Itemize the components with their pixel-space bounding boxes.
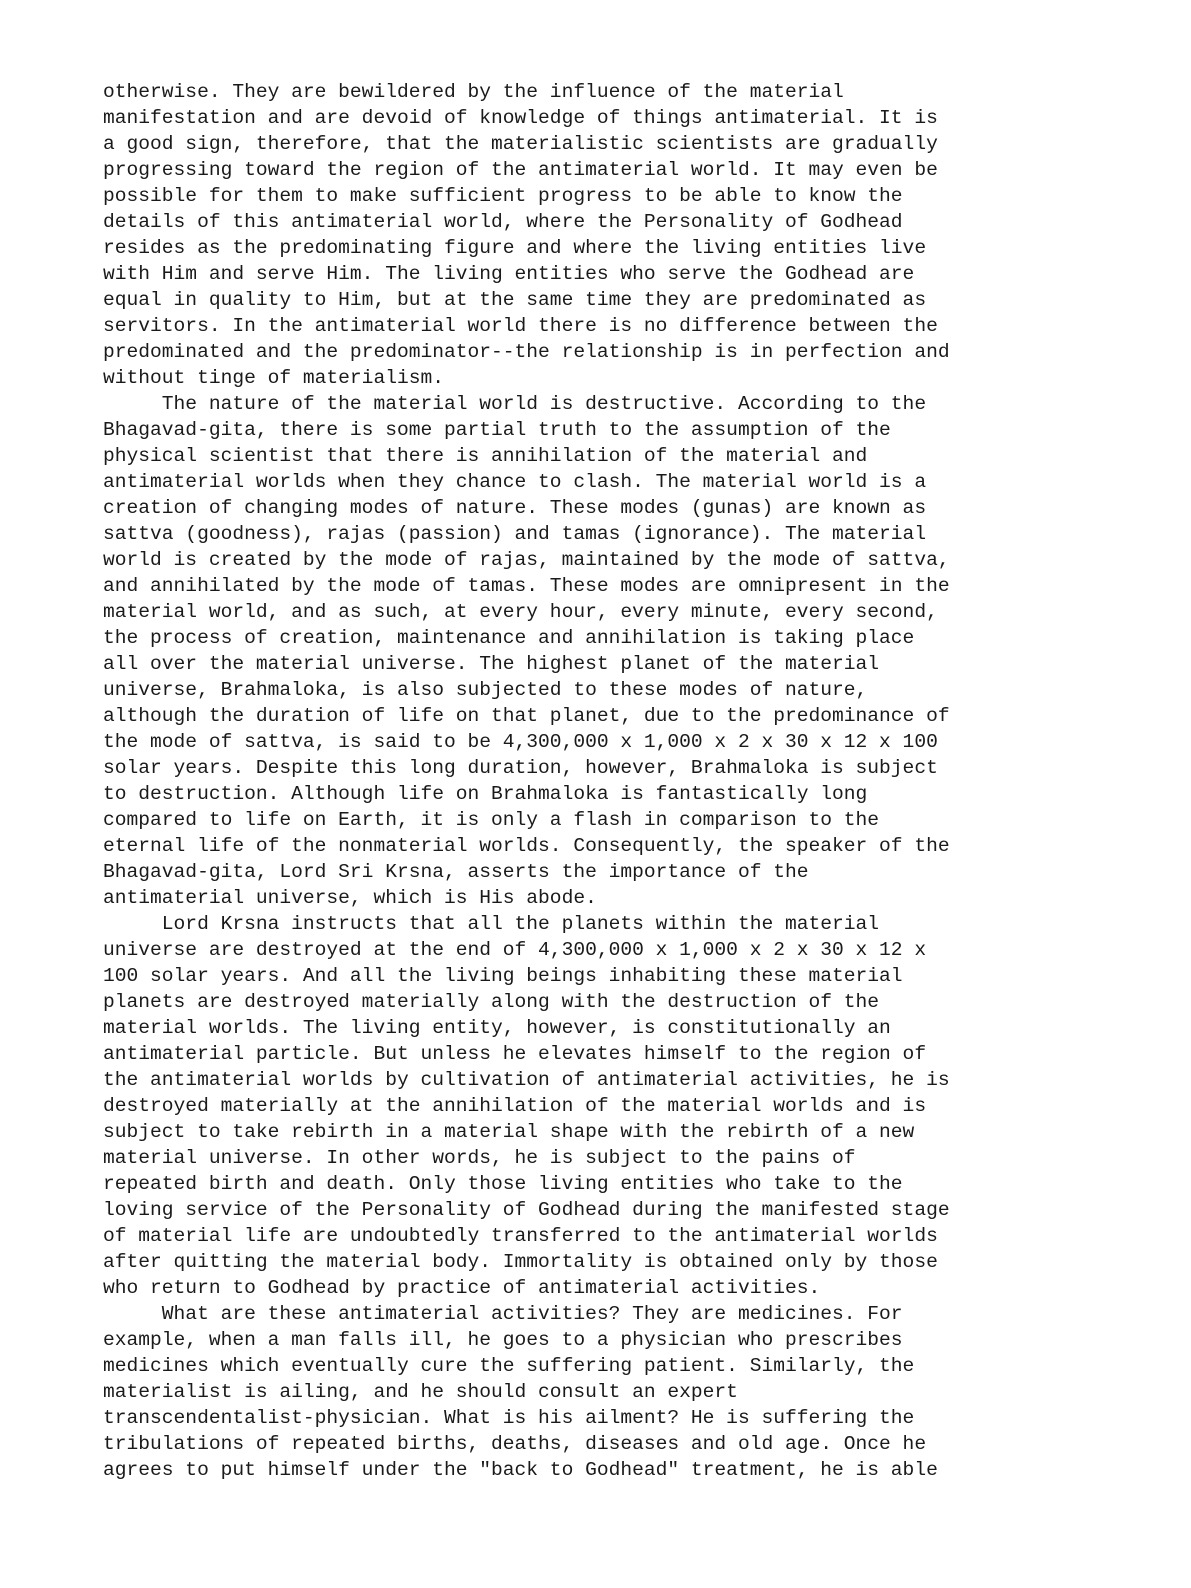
text-line: antimaterial universe, which is His abode.: [103, 887, 597, 909]
text-line: predominated and the predominator--the relationship is in perfection and: [103, 341, 950, 363]
text-line: possible for them to make sufficient progress to be able to know the: [103, 185, 903, 207]
text-line: What are these antimaterial activities? They are medicines. For: [103, 1303, 903, 1325]
text-line: material universe. In other words, he is subject to the pains of: [103, 1147, 856, 1169]
text-line: world is created by the mode of rajas, maintained by the mode of sattva,: [103, 549, 950, 571]
text-line: the process of creation, maintenance and annihilation is taking place: [103, 627, 915, 649]
text-line: sattva (goodness), rajas (passion) and tamas (ignorance). The material: [103, 523, 927, 545]
text-line: solar years. Despite this long duration, however, Brahmaloka is subject: [103, 757, 938, 779]
text-line: repeated birth and death. Only those living entities who take to the: [103, 1173, 903, 1195]
text-line: agrees to put himself under the "back to Godhead" treatment, he is able: [103, 1459, 938, 1481]
text-line: all over the material universe. The highest planet of the material: [103, 653, 880, 675]
text-line: subject to take rebirth in a material shape with the rebirth of a new: [103, 1121, 915, 1143]
text-line: who return to Godhead by practice of antimaterial activities.: [103, 1277, 821, 1299]
text-line: materialist is ailing, and he should consult an expert: [103, 1381, 738, 1403]
text-line: Lord Krsna instructs that all the planets within the material: [103, 913, 880, 935]
text-line: of material life are undoubtedly transferred to the antimaterial worlds: [103, 1225, 938, 1247]
text-line: Bhagavad-gita, there is some partial truth to the assumption of the: [103, 419, 891, 441]
text-line: planets are destroyed materially along with the destruction of the: [103, 991, 880, 1013]
text-line: eternal life of the nonmaterial worlds. Consequently, the speaker of the: [103, 835, 950, 857]
text-line: destroyed materially at the annihilation of the material worlds and is: [103, 1095, 927, 1117]
text-line: resides as the predominating figure and where the living entities live: [103, 237, 927, 259]
text-line: material worlds. The living entity, however, is constitutionally an: [103, 1017, 891, 1039]
text-line: tribulations of repeated births, deaths, diseases and old age. Once he: [103, 1433, 927, 1455]
text-line: loving service of the Personality of Godhead during the manifested stage: [103, 1199, 950, 1221]
text-line: although the duration of life on that planet, due to the predominance of: [103, 705, 950, 727]
text-line: physical scientist that there is annihilation of the material and: [103, 445, 868, 467]
text-line: with Him and serve Him. The living entities who serve the Godhead are: [103, 263, 915, 285]
text-line: universe, Brahmaloka, is also subjected to these modes of nature,: [103, 679, 868, 701]
text-line: 100 solar years. And all the living beings inhabiting these material: [103, 965, 903, 987]
text-line: universe are destroyed at the end of 4,300,000 x 1,000 x 2 x 30 x 12 x: [103, 939, 927, 961]
text-line: example, when a man falls ill, he goes to a physician who prescribes: [103, 1329, 903, 1351]
text-line: equal in quality to Him, but at the same time they are predominated as: [103, 289, 927, 311]
text-line: Bhagavad-gita, Lord Sri Krsna, asserts the importance of the: [103, 861, 809, 883]
text-line: the mode of sattva, is said to be 4,300,000 x 1,000 x 2 x 30 x 12 x 100: [103, 731, 938, 753]
text-line: without tinge of materialism.: [103, 367, 444, 389]
text-line: details of this antimaterial world, where the Personality of Godhead: [103, 211, 903, 233]
text-line: The nature of the material world is destructive. According to the: [103, 393, 927, 415]
text-line: antimaterial particle. But unless he elevates himself to the region of: [103, 1043, 927, 1065]
text-line: compared to life on Earth, it is only a flash in comparison to the: [103, 809, 880, 831]
text-line: to destruction. Although life on Brahmaloka is fantastically long: [103, 783, 868, 805]
text-line: progressing toward the region of the antimaterial world. It may even be: [103, 159, 938, 181]
text-line: servitors. In the antimaterial world there is no difference between the: [103, 315, 938, 337]
text-line: the antimaterial worlds by cultivation of antimaterial activities, he is: [103, 1069, 950, 1091]
text-line: manifestation and are devoid of knowledge of things antimaterial. It is: [103, 107, 938, 129]
text-line: a good sign, therefore, that the materialistic scientists are gradually: [103, 133, 938, 155]
text-line: material world, and as such, at every hour, every minute, every second,: [103, 601, 938, 623]
text-line: antimaterial worlds when they chance to clash. The material world is a: [103, 471, 927, 493]
text-line: otherwise. They are bewildered by the influence of the material: [103, 81, 844, 103]
text-line: medicines which eventually cure the suffering patient. Similarly, the: [103, 1355, 915, 1377]
text-line: creation of changing modes of nature. These modes (gunas) are known as: [103, 497, 927, 519]
text-line: transcendentalist-physician. What is his ailment? He is suffering the: [103, 1407, 915, 1429]
text-line: and annihilated by the mode of tamas. These modes are omnipresent in the: [103, 575, 950, 597]
body-text: [103, 79, 1063, 1483]
text-line: after quitting the material body. Immortality is obtained only by those: [103, 1251, 938, 1273]
